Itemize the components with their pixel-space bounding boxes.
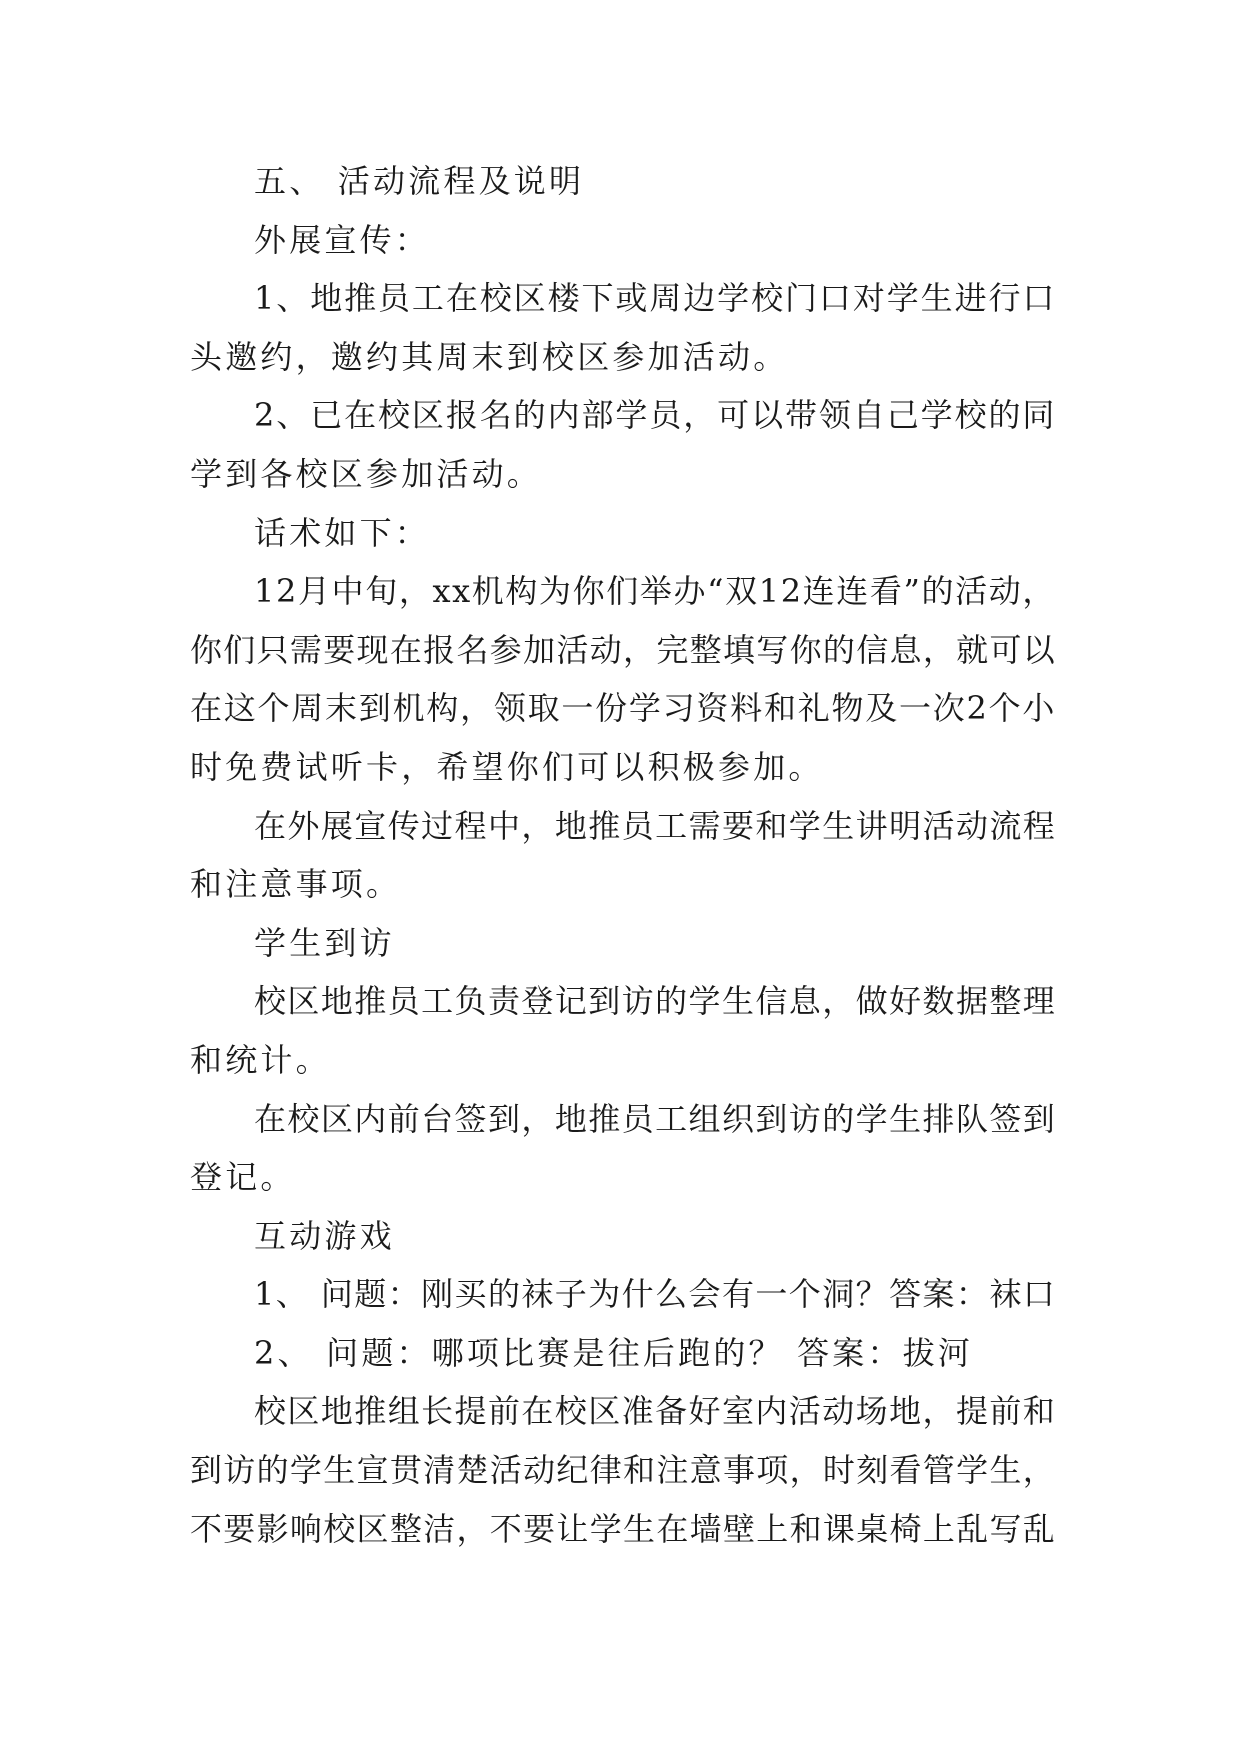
text-line: 五、 活动流程及说明 — [254, 162, 585, 200]
text-line: 2、已在校区报名的内部学员，可以带领自己学校的同 — [254, 396, 1056, 435]
text-line: 不要影响校区整洁，不要让学生在墙壁上和课桌椅上乱写乱 — [190, 1509, 1056, 1548]
text-line: 在外展宣传过程中，地推员工需要和学生讲明活动流程 — [254, 806, 1056, 845]
text-line: 和统计。 — [190, 1040, 331, 1079]
text-line: 到访的学生宣贯清楚活动纪律和注意事项，时刻看管学生， — [190, 1451, 1056, 1490]
text-line: 外展宣传： — [254, 220, 431, 259]
text-line: 话术如下： — [254, 513, 431, 552]
text-line: 学生到访 — [254, 923, 395, 962]
text-line: 登记。 — [190, 1158, 296, 1197]
text-line: 和注意事项。 — [190, 865, 402, 904]
text-line: 1、地推员工在校区楼下或周边学校门口对学生进行口 — [254, 279, 1056, 318]
text-line: 学到各校区参加活动。 — [190, 454, 543, 493]
text-line: 在这个周末到机构，领取一份学习资料和礼物及一次2个小 — [190, 689, 1056, 728]
text-line: 1、 问题：刚买的袜子为什么会有一个洞？答案：袜口 — [254, 1275, 1056, 1314]
text-line: 你们只需要现在报名参加活动，完整填写你的信息，就可以 — [190, 630, 1056, 669]
text-line: 互动游戏 — [254, 1216, 395, 1255]
text-line: 时免费试听卡，希望你们可以积极参加。 — [190, 747, 824, 786]
document-page — [190, 152, 1056, 1558]
text-line: 校区地推员工负责登记到访的学生信息，做好数据整理 — [254, 982, 1056, 1021]
text-line: 在校区内前台签到，地推员工组织到访的学生排队签到 — [254, 1099, 1056, 1138]
text-line: 头邀约，邀约其周末到校区参加活动。 — [190, 337, 789, 376]
text-line: 校区地推组长提前在校区准备好室内活动场地，提前和 — [254, 1392, 1056, 1431]
text-line: 2、 问题：哪项比赛是往后跑的？ 答案：拔河 — [254, 1333, 974, 1372]
text-line: 12月中旬，xx机构为你们举办“双12连连看”的活动， — [254, 572, 1056, 611]
